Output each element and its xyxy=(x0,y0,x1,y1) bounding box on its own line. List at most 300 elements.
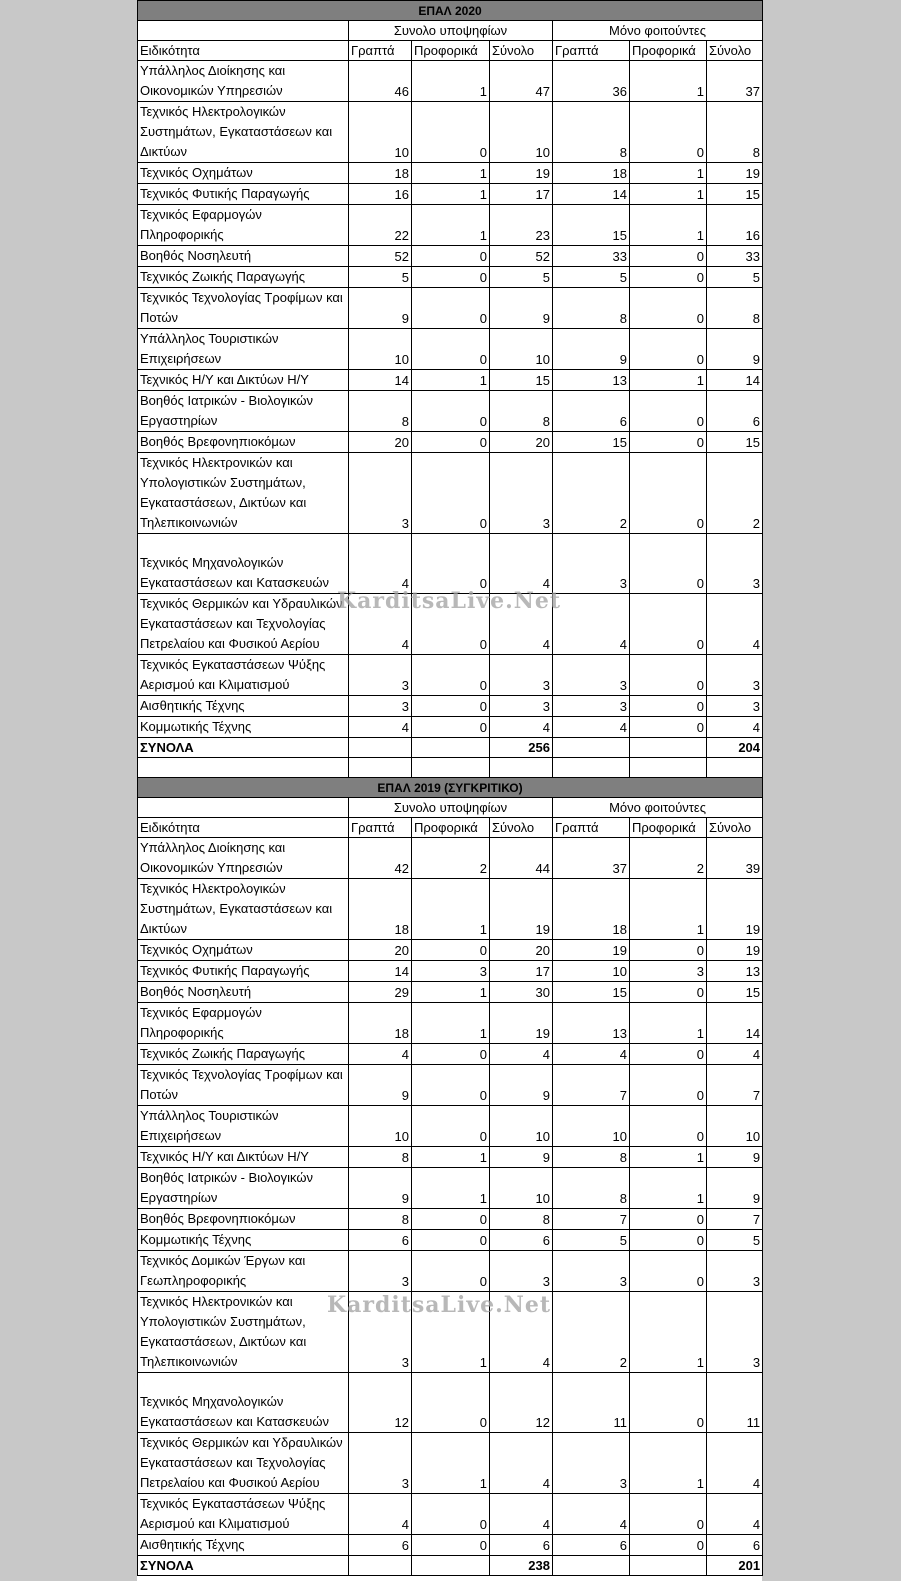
written-count-attending: 3 xyxy=(553,696,630,717)
total-count: 30 xyxy=(490,982,553,1003)
specialty-name: Τεχνικός Μηχανολογικών Εγκαταστάσεων και Κατασκευών xyxy=(138,1373,349,1433)
total-count: 3 xyxy=(490,696,553,717)
written-count-attending: 36 xyxy=(553,61,630,102)
written-count-attending: 5 xyxy=(553,267,630,288)
total-count-attending: 8 xyxy=(707,102,763,163)
total-count-attending: 6 xyxy=(707,1535,763,1556)
specialty-name: Βοηθός Βρεφονηπιοκόμων xyxy=(138,1209,349,1230)
total-count: 20 xyxy=(490,940,553,961)
empty-cell xyxy=(349,758,412,778)
table-row xyxy=(138,1168,763,1209)
total-count: 19 xyxy=(490,879,553,940)
written-count: 10 xyxy=(349,102,412,163)
oral-count-attending: 0 xyxy=(630,982,707,1003)
specialty-name: Τεχνικός Η/Υ και Δικτύων Η/Υ xyxy=(138,370,349,391)
total-count: 6 xyxy=(490,1535,553,1556)
table-row xyxy=(138,163,763,184)
table-title: ΕΠΑΛ 2020 xyxy=(138,1,763,21)
column-header-written: Γραπτά xyxy=(553,41,630,61)
total-count: 10 xyxy=(490,1106,553,1147)
oral-count: 1 xyxy=(412,1003,490,1044)
written-count: 20 xyxy=(349,940,412,961)
written-count-attending: 10 xyxy=(553,961,630,982)
oral-count: 0 xyxy=(412,534,490,594)
written-count-attending: 4 xyxy=(553,594,630,655)
total-count-attending: 9 xyxy=(707,1168,763,1209)
specialty-name: Βοηθός Νοσηλευτή xyxy=(138,982,349,1003)
written-count: 16 xyxy=(349,184,412,205)
total-count-attending: 4 xyxy=(707,717,763,738)
total-all-candidates: 256 xyxy=(490,738,553,758)
written-count: 14 xyxy=(349,961,412,982)
written-count-attending: 8 xyxy=(553,1168,630,1209)
total-count-attending: 7 xyxy=(707,1209,763,1230)
specialty-name: Τεχνικός Φυτικής Παραγωγής xyxy=(138,961,349,982)
table-row xyxy=(138,594,763,655)
oral-count: 1 xyxy=(412,163,490,184)
table-row xyxy=(138,1044,763,1065)
table-title: ΕΠΑΛ 2019 (ΣΥΓΚΡΙΤΙΚΟ) xyxy=(138,778,763,798)
written-count: 4 xyxy=(349,1044,412,1065)
total-count-attending: 39 xyxy=(707,838,763,879)
specialty-name: Υπάλληλος Διοίκησης και Οικονομικών Υπηρεσιών xyxy=(138,838,349,879)
empty-cell xyxy=(412,1556,490,1576)
empty-cell xyxy=(138,21,349,41)
written-count: 3 xyxy=(349,1292,412,1373)
table-row xyxy=(138,1373,763,1433)
oral-count: 0 xyxy=(412,1373,490,1433)
total-count-attending: 5 xyxy=(707,267,763,288)
total-count: 47 xyxy=(490,61,553,102)
oral-count-attending: 1 xyxy=(630,1003,707,1044)
total-count-attending: 33 xyxy=(707,246,763,267)
specialty-name: Τεχνικός Θερμικών και Υδραυλικών Εγκαταστάσεων και Τεχνολογίας Πετρελαίου και Φυσικού Αερίου xyxy=(138,1433,349,1494)
table-row xyxy=(138,288,763,329)
oral-count: 0 xyxy=(412,1535,490,1556)
written-count: 22 xyxy=(349,205,412,246)
written-count-attending: 6 xyxy=(553,391,630,432)
total-count: 3 xyxy=(490,453,553,534)
written-count: 5 xyxy=(349,267,412,288)
empty-cell xyxy=(630,738,707,758)
oral-count: 0 xyxy=(412,940,490,961)
written-count-attending: 3 xyxy=(553,655,630,696)
written-count: 8 xyxy=(349,391,412,432)
total-count-attending: 15 xyxy=(707,184,763,205)
column-header-oral: Προφορικά xyxy=(630,41,707,61)
written-count: 3 xyxy=(349,1433,412,1494)
group-header-attending-only: Μόνο φοιτούντες xyxy=(553,798,763,818)
empty-cell xyxy=(349,738,412,758)
written-count-attending: 19 xyxy=(553,940,630,961)
written-count: 3 xyxy=(349,655,412,696)
column-header-written: Γραπτά xyxy=(349,818,412,838)
specialty-name: Τεχνικός Τεχνολογίας Τροφίμων και Ποτών xyxy=(138,288,349,329)
oral-count-attending: 0 xyxy=(630,432,707,453)
total-count: 9 xyxy=(490,1147,553,1168)
total-count-attending: 10 xyxy=(707,1106,763,1147)
written-count-attending: 9 xyxy=(553,329,630,370)
table-row xyxy=(138,1292,763,1373)
oral-count: 0 xyxy=(412,1106,490,1147)
table-row xyxy=(138,329,763,370)
total-count-attending: 5 xyxy=(707,1230,763,1251)
oral-count-attending: 0 xyxy=(630,1251,707,1292)
written-count-attending: 18 xyxy=(553,163,630,184)
oral-count-attending: 0 xyxy=(630,534,707,594)
totals-label: ΣΥΝΟΛΑ xyxy=(138,738,349,758)
oral-count: 0 xyxy=(412,1230,490,1251)
watermark: KarditsaLive.Net xyxy=(337,588,562,614)
written-count-attending: 15 xyxy=(553,432,630,453)
column-header-oral: Προφορικά xyxy=(412,41,490,61)
oral-count-attending: 0 xyxy=(630,655,707,696)
written-count: 12 xyxy=(349,1373,412,1433)
table-row xyxy=(138,717,763,738)
table-row xyxy=(138,1106,763,1147)
specialty-name: Τεχνικός Ηλεκτρολογικών Συστημάτων, Εγκαταστάσεων και Δικτύων xyxy=(138,879,349,940)
oral-count: 0 xyxy=(412,329,490,370)
specialty-name: Βοηθός Ιατρικών - Βιολογικών Εργαστηρίων xyxy=(138,1168,349,1209)
column-header-written: Γραπτά xyxy=(349,41,412,61)
total-count: 8 xyxy=(490,391,553,432)
specialty-name: Τεχνικός Εφαρμογών Πληροφορικής xyxy=(138,205,349,246)
total-all-candidates: 238 xyxy=(490,1556,553,1576)
oral-count: 0 xyxy=(412,1209,490,1230)
table-row xyxy=(138,534,763,594)
table-row xyxy=(138,102,763,163)
empty-cell xyxy=(630,1556,707,1576)
total-count-attending: 16 xyxy=(707,205,763,246)
oral-count-attending: 1 xyxy=(630,370,707,391)
written-count: 14 xyxy=(349,370,412,391)
oral-count-attending: 1 xyxy=(630,879,707,940)
empty-cell xyxy=(138,798,349,818)
oral-count: 0 xyxy=(412,102,490,163)
written-count: 10 xyxy=(349,329,412,370)
total-count-attending: 9 xyxy=(707,329,763,370)
specialty-name: Τεχνικός Δομικών Έργων και Γεωπληροφορικής xyxy=(138,1251,349,1292)
written-count-attending: 5 xyxy=(553,1230,630,1251)
written-count: 6 xyxy=(349,1535,412,1556)
table-epal-2020 xyxy=(137,0,763,778)
written-count-attending: 8 xyxy=(553,288,630,329)
written-count-attending: 37 xyxy=(553,838,630,879)
oral-count: 0 xyxy=(412,288,490,329)
specialty-name: Κομμωτικής Τέχνης xyxy=(138,1230,349,1251)
specialty-name: Κομμωτικής Τέχνης xyxy=(138,717,349,738)
total-count-attending: 3 xyxy=(707,655,763,696)
group-header-all-candidates: Συνολο υποψηφίων xyxy=(349,798,553,818)
written-count: 9 xyxy=(349,1065,412,1106)
oral-count-attending: 0 xyxy=(630,1044,707,1065)
oral-count-attending: 0 xyxy=(630,391,707,432)
oral-count: 0 xyxy=(412,453,490,534)
specialty-name: Τεχνικός Οχημάτων xyxy=(138,163,349,184)
oral-count: 0 xyxy=(412,267,490,288)
specialty-name: Τεχνικός Εγκαταστάσεων Ψύξης Αερισμού και Κλιματισμού xyxy=(138,1494,349,1535)
total-count-attending: 14 xyxy=(707,370,763,391)
table-epal-2019 xyxy=(137,777,763,1576)
total-count: 9 xyxy=(490,1065,553,1106)
total-count: 8 xyxy=(490,1209,553,1230)
total-count: 6 xyxy=(490,1230,553,1251)
table-row xyxy=(138,391,763,432)
written-count: 46 xyxy=(349,61,412,102)
spreadsheet-sheet xyxy=(137,0,762,1581)
total-count: 20 xyxy=(490,432,553,453)
specialty-name: Υπάλληλος Διοίκησης και Οικονομικών Υπηρεσιών xyxy=(138,61,349,102)
empty-cell xyxy=(490,758,553,778)
written-count-attending: 15 xyxy=(553,205,630,246)
total-count-attending: 3 xyxy=(707,1292,763,1373)
oral-count: 0 xyxy=(412,1494,490,1535)
written-count-attending: 3 xyxy=(553,1433,630,1494)
table-row xyxy=(138,246,763,267)
specialty-name: Τεχνικός Ηλεκτρονικών και Υπολογιστικών Συστημάτων, Εγκαταστάσεων, Δικτύων και Τηλεπικοινωνιών xyxy=(138,1292,349,1373)
oral-count: 1 xyxy=(412,879,490,940)
oral-count-attending: 2 xyxy=(630,838,707,879)
oral-count-attending: 0 xyxy=(630,288,707,329)
oral-count-attending: 0 xyxy=(630,453,707,534)
oral-count-attending: 0 xyxy=(630,102,707,163)
total-count: 17 xyxy=(490,961,553,982)
written-count-attending: 11 xyxy=(553,1373,630,1433)
specialty-name: Τεχνικός Θερμικών και Υδραυλικών Εγκαταστάσεων και Τεχνολογίας Πετρελαίου και Φυσικού Αερίου xyxy=(138,594,349,655)
total-count-attending: 4 xyxy=(707,1433,763,1494)
empty-cell xyxy=(138,758,349,778)
total-count: 15 xyxy=(490,370,553,391)
oral-count: 0 xyxy=(412,717,490,738)
oral-count-attending: 0 xyxy=(630,696,707,717)
specialty-name: Τεχνικός Ζωικής Παραγωγής xyxy=(138,267,349,288)
table-row xyxy=(138,1230,763,1251)
total-count-attending: 4 xyxy=(707,1044,763,1065)
written-count-attending: 2 xyxy=(553,453,630,534)
column-header-total: Σύνολο xyxy=(707,41,763,61)
written-count-attending: 7 xyxy=(553,1209,630,1230)
table-row xyxy=(138,453,763,534)
oral-count-attending: 0 xyxy=(630,594,707,655)
written-count: 8 xyxy=(349,1147,412,1168)
empty-cell xyxy=(630,758,707,778)
specialty-name: Βοηθός Ιατρικών - Βιολογικών Εργαστηρίων xyxy=(138,391,349,432)
specialty-name: Αισθητικής Τέχνης xyxy=(138,696,349,717)
column-header-total: Σύνολο xyxy=(490,41,553,61)
written-count: 3 xyxy=(349,696,412,717)
table-row xyxy=(138,696,763,717)
written-count-attending: 4 xyxy=(553,1494,630,1535)
totals-label: ΣΥΝΟΛΑ xyxy=(138,1556,349,1576)
empty-cell xyxy=(553,758,630,778)
oral-count-attending: 0 xyxy=(630,1106,707,1147)
table-row xyxy=(138,1535,763,1556)
oral-count: 1 xyxy=(412,1168,490,1209)
oral-count-attending: 0 xyxy=(630,1373,707,1433)
total-count-attending: 13 xyxy=(707,961,763,982)
written-count-attending: 13 xyxy=(553,1003,630,1044)
written-count: 29 xyxy=(349,982,412,1003)
specialty-name: Τεχνικός Φυτικής Παραγωγής xyxy=(138,184,349,205)
total-count-attending: 8 xyxy=(707,288,763,329)
table-row xyxy=(138,961,763,982)
total-count-attending: 14 xyxy=(707,1003,763,1044)
total-attending: 201 xyxy=(707,1556,763,1576)
specialty-name: Υπάλληλος Τουριστικών Επιχειρήσεων xyxy=(138,329,349,370)
written-count-attending: 18 xyxy=(553,879,630,940)
total-count-attending: 3 xyxy=(707,534,763,594)
written-count-attending: 13 xyxy=(553,370,630,391)
oral-count: 1 xyxy=(412,370,490,391)
written-count: 42 xyxy=(349,838,412,879)
table-row xyxy=(138,1251,763,1292)
table-row xyxy=(138,838,763,879)
written-count-attending: 7 xyxy=(553,1065,630,1106)
written-count: 52 xyxy=(349,246,412,267)
oral-count: 3 xyxy=(412,961,490,982)
written-count: 18 xyxy=(349,163,412,184)
watermark: KarditsaLive.Net xyxy=(327,1292,552,1318)
empty-cell xyxy=(553,1556,630,1576)
written-count-attending: 6 xyxy=(553,1535,630,1556)
specialty-name: Τεχνικός Η/Υ και Δικτύων Η/Υ xyxy=(138,1147,349,1168)
oral-count-attending: 1 xyxy=(630,205,707,246)
specialty-name: Τεχνικός Ηλεκτρονικών και Υπολογιστικών Συστημάτων, Εγκαταστάσεων, Δικτύων και Τηλεπικοινωνιών xyxy=(138,453,349,534)
total-count: 4 xyxy=(490,1494,553,1535)
written-count: 3 xyxy=(349,453,412,534)
oral-count-attending: 0 xyxy=(630,1535,707,1556)
written-count-attending: 3 xyxy=(553,534,630,594)
oral-count: 1 xyxy=(412,1147,490,1168)
specialty-name: Βοηθός Βρεφονηπιοκόμων xyxy=(138,432,349,453)
oral-count-attending: 1 xyxy=(630,1433,707,1494)
empty-cell xyxy=(412,738,490,758)
written-count-attending: 8 xyxy=(553,1147,630,1168)
column-header-specialty: Ειδικότητα xyxy=(138,818,349,838)
oral-count: 0 xyxy=(412,1044,490,1065)
oral-count: 0 xyxy=(412,246,490,267)
written-count: 20 xyxy=(349,432,412,453)
column-header-oral: Προφορικά xyxy=(412,818,490,838)
table-row xyxy=(138,1433,763,1494)
total-count-attending: 37 xyxy=(707,61,763,102)
oral-count: 0 xyxy=(412,1065,490,1106)
written-count-attending: 4 xyxy=(553,1044,630,1065)
specialty-name: Υπάλληλος Τουριστικών Επιχειρήσεων xyxy=(138,1106,349,1147)
total-count-attending: 3 xyxy=(707,696,763,717)
oral-count-attending: 1 xyxy=(630,184,707,205)
total-count: 10 xyxy=(490,102,553,163)
table-row xyxy=(138,982,763,1003)
oral-count: 1 xyxy=(412,205,490,246)
total-count-attending: 7 xyxy=(707,1065,763,1106)
total-count-attending: 3 xyxy=(707,1251,763,1292)
total-count: 52 xyxy=(490,246,553,267)
written-count: 4 xyxy=(349,717,412,738)
oral-count-attending: 0 xyxy=(630,1209,707,1230)
table-row xyxy=(138,655,763,696)
total-count: 4 xyxy=(490,534,553,594)
total-count: 3 xyxy=(490,655,553,696)
written-count-attending: 14 xyxy=(553,184,630,205)
table-row xyxy=(138,267,763,288)
total-count-attending: 19 xyxy=(707,163,763,184)
group-header-attending-only: Μόνο φοιτούντες xyxy=(553,21,763,41)
oral-count-attending: 1 xyxy=(630,1168,707,1209)
column-header-oral: Προφορικά xyxy=(630,818,707,838)
total-count-attending: 19 xyxy=(707,879,763,940)
total-count: 19 xyxy=(490,163,553,184)
table-row xyxy=(138,432,763,453)
written-count: 3 xyxy=(349,1251,412,1292)
written-count-attending: 2 xyxy=(553,1292,630,1373)
total-count-attending: 4 xyxy=(707,1494,763,1535)
written-count: 9 xyxy=(349,288,412,329)
table-row xyxy=(138,1147,763,1168)
oral-count-attending: 0 xyxy=(630,717,707,738)
total-count-attending: 11 xyxy=(707,1373,763,1433)
oral-count-attending: 0 xyxy=(630,1065,707,1106)
oral-count: 2 xyxy=(412,838,490,879)
oral-count-attending: 0 xyxy=(630,246,707,267)
total-count: 10 xyxy=(490,329,553,370)
specialty-name: Τεχνικός Οχημάτων xyxy=(138,940,349,961)
oral-count: 1 xyxy=(412,982,490,1003)
table-row xyxy=(138,940,763,961)
written-count: 18 xyxy=(349,879,412,940)
column-header-total: Σύνολο xyxy=(490,818,553,838)
oral-count-attending: 0 xyxy=(630,1494,707,1535)
column-header-written: Γραπτά xyxy=(553,818,630,838)
written-count: 9 xyxy=(349,1168,412,1209)
written-count-attending: 8 xyxy=(553,102,630,163)
oral-count-attending: 0 xyxy=(630,329,707,370)
total-count: 17 xyxy=(490,184,553,205)
oral-count-attending: 1 xyxy=(630,1292,707,1373)
total-count-attending: 15 xyxy=(707,982,763,1003)
oral-count: 1 xyxy=(412,61,490,102)
total-count: 23 xyxy=(490,205,553,246)
table-row xyxy=(138,61,763,102)
written-count: 10 xyxy=(349,1106,412,1147)
empty-cell xyxy=(707,758,763,778)
written-count-attending: 3 xyxy=(553,1251,630,1292)
oral-count: 1 xyxy=(412,1292,490,1373)
total-count: 3 xyxy=(490,1251,553,1292)
table-row xyxy=(138,879,763,940)
table-row xyxy=(138,1494,763,1535)
table-row xyxy=(138,205,763,246)
total-count: 4 xyxy=(490,1292,553,1373)
total-count: 4 xyxy=(490,594,553,655)
column-header-total: Σύνολο xyxy=(707,818,763,838)
written-count-attending: 4 xyxy=(553,717,630,738)
total-count: 4 xyxy=(490,1433,553,1494)
written-count-attending: 15 xyxy=(553,982,630,1003)
oral-count: 0 xyxy=(412,594,490,655)
total-attending: 204 xyxy=(707,738,763,758)
oral-count-attending: 0 xyxy=(630,940,707,961)
oral-count-attending: 1 xyxy=(630,163,707,184)
written-count: 18 xyxy=(349,1003,412,1044)
table-row xyxy=(138,1065,763,1106)
column-header-specialty: Ειδικότητα xyxy=(138,41,349,61)
specialty-name: Τεχνικός Ηλεκτρολογικών Συστημάτων, Εγκαταστάσεων και Δικτύων xyxy=(138,102,349,163)
written-count: 4 xyxy=(349,534,412,594)
total-count-attending: 4 xyxy=(707,594,763,655)
total-count-attending: 9 xyxy=(707,1147,763,1168)
oral-count: 0 xyxy=(412,655,490,696)
